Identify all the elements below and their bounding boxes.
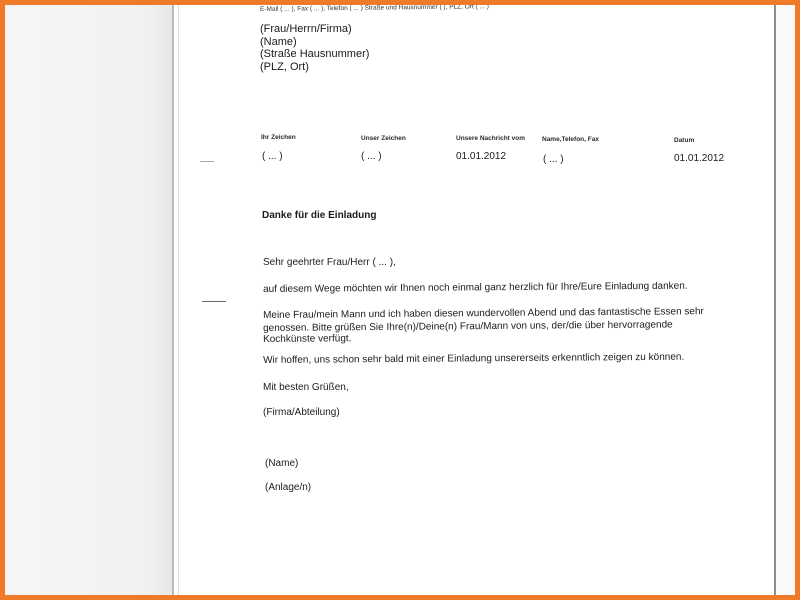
fold-mark [200,161,214,162]
punch-mark [202,301,226,302]
page-right-edge [774,5,776,595]
unser-zeichen-value: ( ... ) [361,151,382,162]
kontakt-label: Name,Telefon, Fax [542,136,599,143]
ihr-zeichen-value: ( ... ) [262,151,283,162]
attachments-note: (Anlage/n) [265,482,312,493]
kontakt-value: ( ... ) [543,154,564,165]
ihr-zeichen-label: Ihr Zeichen [261,134,296,141]
page-fold-line [178,5,179,595]
page-right-margin [776,5,795,595]
letter-salutation: Sehr geehrter Frau/Herr ( ... ), [263,257,396,268]
unsere-nachricht-value: 01.01.2012 [456,151,507,162]
paragraph-invitation: Wir hoffen, uns schon sehr bald mit einer Einladung unsererseits erkenntlich zeigen zu können. [263,351,685,366]
unser-zeichen-label: Unser Zeichen [361,135,406,142]
datum-value: 01.01.2012 [674,153,725,164]
paragraph-evening-line-1: Meine Frau/mein Mann und ich haben diesen wundervollen Abend und das fantastische Essen sehr [263,306,704,321]
signature-department: (Firma/Abteilung) [263,407,340,418]
paragraph-evening-line-2: genossen. Bitte grüßen Sie Ihre(n)/Deine(n) Frau/Mann von uns, der/die über hervorragende [263,319,673,334]
recipient-name: (Name) [260,35,297,48]
paragraph-evening-line-3: Kochkünste verfügt. [263,333,352,345]
datum-label: Datum [674,137,695,144]
recipient-address-block [260,23,369,73]
sender-address-line: E-Mail ( ... ), Fax ( ... ), Telefon ( ... ) Straße und Hausnummer ( ), PLZ, Ort ( ... ) [260,3,489,13]
letter-closing: Mit besten Grüßen, [263,382,349,393]
signature-name: (Name) [265,458,299,469]
recipient-salutation-line: (Frau/Herrn/Firma) [260,23,352,35]
letter-subject: Danke für die Einladung [262,210,377,221]
recipient-city: (PLZ, Ort) [260,60,309,73]
unsere-nachricht-label: Unsere Nachricht vom [456,135,525,142]
paragraph-thanks: auf diesem Wege möchten wir Ihnen noch einmal ganz herzlich für Ihre/Eure Einladung danken. [263,280,688,295]
page-left-margin [5,5,173,595]
recipient-street: (Straße Hausnummer) [260,48,370,60]
page-left-edge [172,5,174,595]
